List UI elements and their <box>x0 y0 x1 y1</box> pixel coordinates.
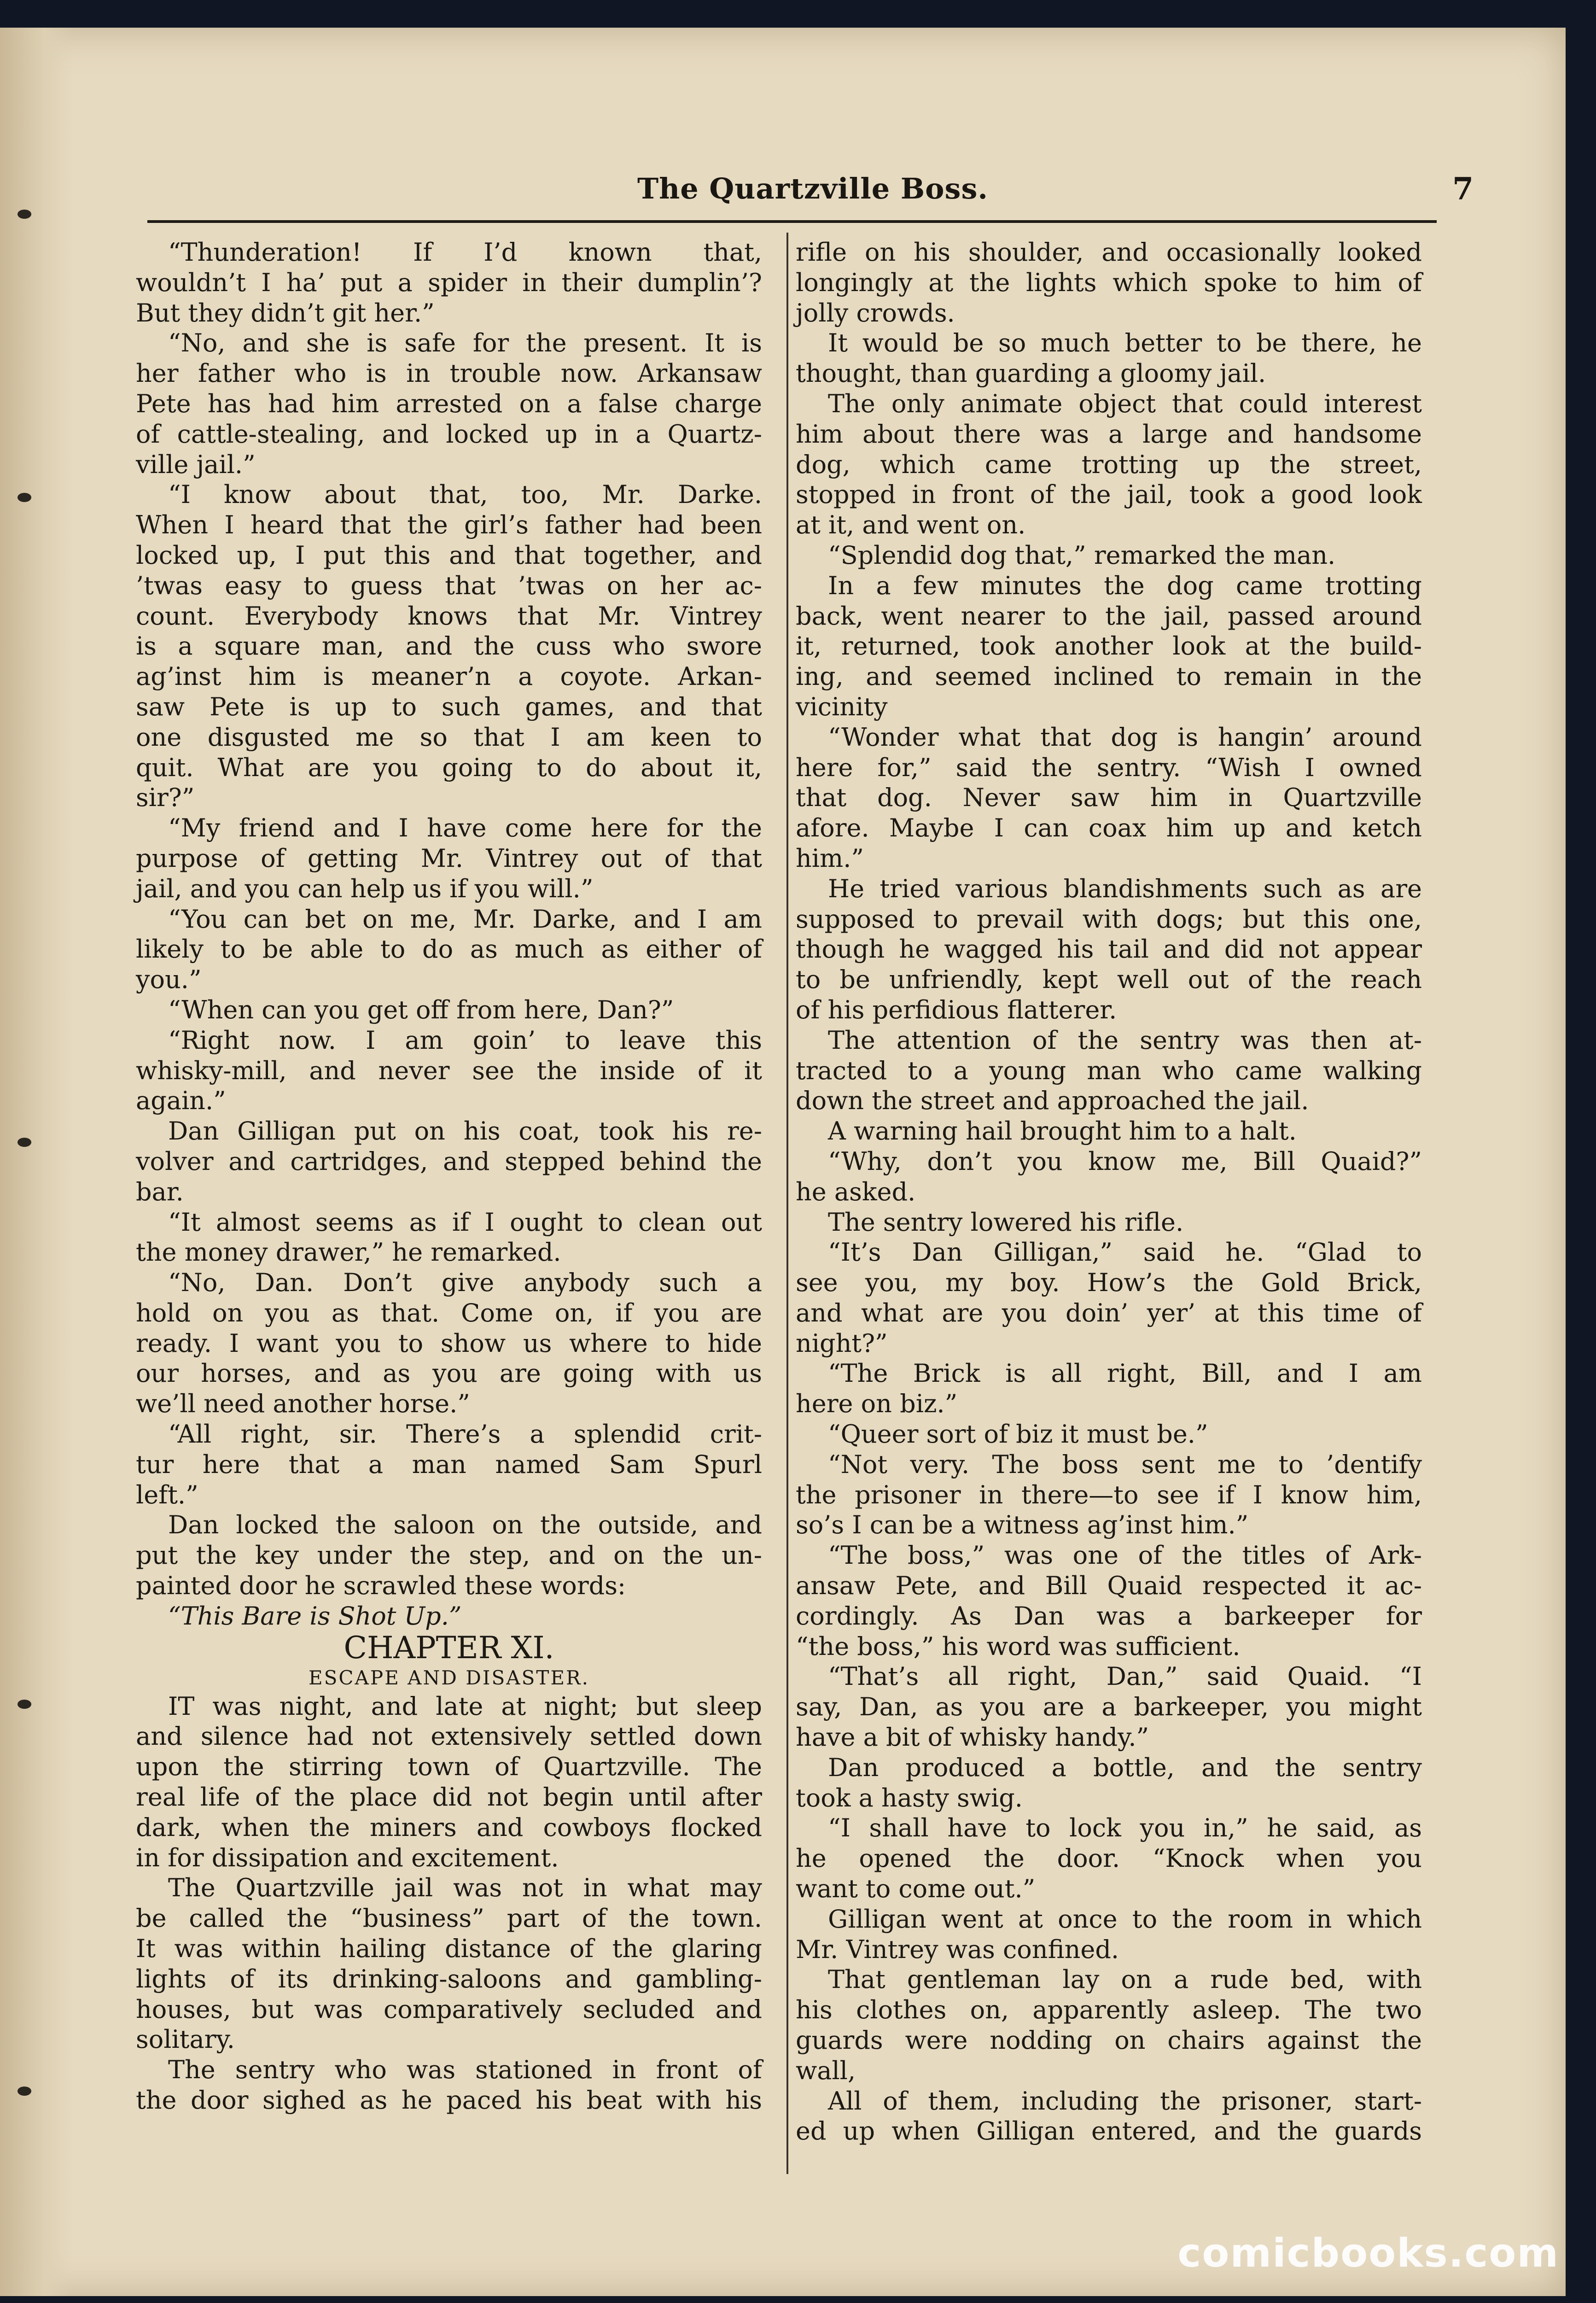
text-line: quit. What are you going to do about it, <box>136 753 762 782</box>
text-line: is a square man, and the cuss who swore <box>136 631 762 661</box>
text-line: Pete has had him arrested on a false charge <box>136 389 762 418</box>
text-line: wall, <box>796 2056 856 2085</box>
text-line: Dan produced a bottle, and the sentry <box>828 1753 1422 1782</box>
text-line: vicinity <box>796 692 888 721</box>
text-line: “Splendid dog that,” remarked the man. <box>828 540 1336 570</box>
text-line: solitary. <box>136 2025 235 2054</box>
text-line: night?” <box>796 1328 888 1358</box>
text-line: “That’s all right, Dan,” said Quaid. “I <box>828 1662 1422 1691</box>
binding-stitch-hole <box>17 210 31 219</box>
text-line: The Quartzville jail was not in what may <box>168 1873 762 1903</box>
binding-stitch-hole <box>17 1700 31 1709</box>
text-line: have a bit of whisky handy.” <box>796 1723 1149 1752</box>
text-line: ed up when Gilligan entered, and the guards <box>796 2116 1422 2146</box>
text-line: thought, than guarding a gloomy jail. <box>796 359 1266 388</box>
watermark: comicbooks.com <box>1177 2230 1559 2276</box>
text-line: purpose of getting Mr. Vintrey out of that <box>136 843 762 873</box>
text-line: “All right, sir. There’s a splendid crit- <box>168 1420 762 1449</box>
text-line: down the street and approached the jail. <box>796 1086 1309 1116</box>
text-line: in for dissipation and excitement. <box>136 1843 559 1872</box>
text-line: real life of the place did not begin until after <box>136 1783 762 1812</box>
text-line: put the key under the step, and on the un- <box>136 1541 762 1570</box>
text-line: “No, Dan. Don’t give anybody such a <box>168 1268 762 1298</box>
text-line: his clothes on, apparently asleep. The two <box>796 1995 1422 2025</box>
text-line: jolly crowds. <box>796 298 955 327</box>
text-line: ing, and seemed inclined to remain in the <box>796 662 1422 691</box>
text-line: ansaw Pete, and Bill Quaid respected it ac- <box>796 1571 1422 1601</box>
text-line: count. Everybody knows that Mr. Vintrey <box>136 601 762 631</box>
right-column <box>796 237 1422 2146</box>
text-line: be called the “business” part of the town. <box>136 1904 762 1933</box>
text-line: afore. Maybe I can coax him up and ketch <box>796 813 1422 843</box>
text-line: Dan locked the saloon on the outside, and <box>168 1510 762 1540</box>
text-line: “No, and she is safe for the present. It is <box>168 328 762 358</box>
text-line: him.” <box>796 843 864 873</box>
text-line: The sentry who was stationed in front of <box>168 2055 762 2085</box>
text-line: the prisoner in there—to see if I know him, <box>796 1480 1422 1509</box>
text-line: saw Pete is up to such games, and that <box>136 692 762 721</box>
text-line: “My friend and I have come here for the <box>168 813 762 843</box>
text-line: ready. I want you to show us where to hide <box>136 1328 762 1358</box>
text-line: “Why, don’t you know me, Bill Quaid?” <box>828 1146 1422 1176</box>
text-line: But they didn’t git her.” <box>136 298 435 327</box>
text-line: though he wagged his tail and did not appear <box>796 935 1422 964</box>
text-line: he asked. <box>796 1177 916 1206</box>
text-line: of his perfidious flatterer. <box>796 995 1117 1024</box>
text-line: guards were nodding on chairs against the <box>796 2026 1422 2055</box>
text-line: rifle on his shoulder, and occasionally looked <box>796 238 1422 267</box>
text-line: you.” <box>136 965 202 994</box>
chapter-subheading: ESCAPE AND DISASTER. <box>308 1666 590 1689</box>
text-line: ag’inst him is meaner’n a coyote. Arkan- <box>136 662 762 691</box>
text-line: “I know about that, too, Mr. Darke. <box>168 480 762 509</box>
text-line: the door sighed as he paced his beat with his <box>136 2086 762 2115</box>
text-line: that dog. Never saw him in Quartzville <box>796 783 1422 812</box>
text-line: stopped in front of the jail, took a good look <box>796 480 1422 509</box>
text-line: He tried various blandishments such as are <box>828 874 1422 903</box>
text-line: see you, my boy. How’s the Gold Brick, <box>796 1268 1422 1298</box>
text-line: at it, and went on. <box>796 510 1026 540</box>
text-line: The sentry lowered his rifle. <box>828 1207 1184 1237</box>
text-line: “The boss,” was one of the titles of Ark- <box>828 1541 1422 1570</box>
text-line: he opened the door. “Knock when you <box>796 1844 1422 1873</box>
text-line: him about there was a large and handsome <box>796 419 1422 449</box>
text-line: whisky-mill, and never see the inside of it <box>136 1056 762 1085</box>
text-line: say, Dan, as you are a barkeeper, you might <box>796 1692 1422 1722</box>
text-line: and what are you doin’ yer’ at this time of <box>796 1298 1422 1327</box>
text-line: locked up, I put this and that together, and <box>136 540 762 570</box>
running-title: The Quartzville Boss. <box>637 172 988 205</box>
text-line: wouldn’t I ha’ put a spider in their dumplin’? <box>136 268 762 297</box>
text-line: volver and cartridges, and stepped behind the <box>136 1146 762 1176</box>
text-line: her father who is in trouble now. Arkansaw <box>136 359 762 388</box>
text-line: jail, and you can help us if you will.” <box>136 874 594 903</box>
text-line: painted door he scrawled these words: <box>136 1571 626 1601</box>
header-rule <box>147 220 1437 223</box>
text-line: hold on you as that. Come on, if you are <box>136 1298 762 1327</box>
text-line: “Wonder what that dog is hangin’ around <box>828 722 1422 752</box>
text-line: “Thunderation! If I’d known that, <box>168 238 762 267</box>
text-line: “Right now. I am goin’ to leave this <box>168 1025 762 1055</box>
text-line: again.” <box>136 1086 226 1116</box>
text-line: one disgusted me so that I am keen to <box>136 722 762 752</box>
text-line: In a few minutes the dog came trotting <box>828 571 1422 600</box>
running-head <box>152 168 1474 210</box>
text-line: upon the stirring town of Quartzville. The <box>136 1752 762 1782</box>
text-line: “Queer sort of biz it must be.” <box>828 1420 1208 1449</box>
text-line: “I shall have to lock you in,” he said, as <box>828 1813 1422 1843</box>
text-line: Gilligan went at once to the room in which <box>828 1904 1422 1934</box>
text-line: Mr. Vintrey was confined. <box>796 1935 1119 1964</box>
page-binding-edge <box>0 28 74 2296</box>
text-line: so’s I can be a witness ag’inst him.” <box>796 1510 1249 1540</box>
text-line: bar. <box>136 1177 184 1206</box>
binding-stitch-hole <box>17 1138 31 1147</box>
text-line: the money drawer,” he remarked. <box>136 1238 561 1267</box>
text-line: “Not very. The boss sent me to ’dentify <box>828 1450 1422 1479</box>
text-line: of cattle-stealing, and locked up in a Quartz- <box>136 419 762 449</box>
text-line: ville jail.” <box>136 450 256 479</box>
text-line: and silence had not extensively settled down <box>136 1722 762 1751</box>
text-line: Dan Gilligan put on his coat, took his re- <box>168 1116 762 1146</box>
text-line: took a hasty swig. <box>796 1783 1023 1812</box>
text-line: left.” <box>136 1480 198 1509</box>
text-line: lights of its drinking-saloons and gambling- <box>136 1964 762 1993</box>
text-line: It would be so much better to be there, he <box>828 328 1422 358</box>
text-line: dark, when the miners and cowboys flocked <box>136 1812 762 1842</box>
text-line: dog, which came trotting up the street, <box>796 450 1422 479</box>
text-line: A warning hail brought him to a halt. <box>828 1116 1297 1146</box>
text-line: tracted to a young man who came walking <box>796 1056 1422 1085</box>
text-line: ’twas easy to guess that ’twas on her ac- <box>136 571 762 600</box>
text-line: longingly at the lights which spoke to him of <box>796 268 1422 297</box>
text-line: “It almost seems as if I ought to clean out <box>168 1207 762 1237</box>
text-line: likely to be able to do as much as either of <box>136 935 762 964</box>
column-divider <box>786 233 788 2174</box>
text-line: back, went nearer to the jail, passed around <box>796 601 1422 631</box>
binding-stitch-hole <box>17 2087 31 2096</box>
text-line: “The Brick is all right, Bill, and I am <box>828 1359 1422 1388</box>
page-number: 7 <box>1452 171 1474 207</box>
text-line: That gentleman lay on a rude bed, with <box>828 1965 1422 1994</box>
text-line: want to come out.” <box>796 1874 1036 1904</box>
binding-stitch-hole <box>17 493 31 502</box>
chapter-heading: CHAPTER XI. <box>344 1630 554 1666</box>
text-line: supposed to prevail with dogs; but this one, <box>796 904 1422 934</box>
text-line: “You can bet on me, Mr. Darke, and I am <box>168 904 762 934</box>
text-line: “It’s Dan Gilligan,” said he. “Glad to <box>828 1238 1422 1267</box>
text-line: IT was night, and late at night; but sleep <box>168 1691 762 1721</box>
text-line: here for,” said the sentry. “Wish I owned <box>796 753 1422 782</box>
text-line: our horses, and as you are going with us <box>136 1359 762 1388</box>
text-line: “the boss,” his word was sufficient. <box>796 1631 1241 1661</box>
left-column <box>136 237 762 2116</box>
text-line: it, returned, took another look at the build- <box>796 631 1422 661</box>
text-line: houses, but was comparatively secluded and <box>136 1994 762 2024</box>
text-line: here on biz.” <box>796 1389 958 1419</box>
text-line: All of them, including the prisoner, start- <box>828 2086 1422 2116</box>
text-line: cordingly. As Dan was a barkeeper for <box>796 1601 1422 1631</box>
text-line: “When can you get off from here, Dan?” <box>168 995 674 1024</box>
text-line: When I heard that the girl’s father had been <box>136 510 762 540</box>
text-line: The attention of the sentry was then at- <box>828 1025 1422 1055</box>
text-line: sir?” <box>136 783 195 812</box>
text-line: to be unfriendly, kept well out of the reach <box>796 965 1422 994</box>
text-line: “This Bare is Shot Up.” <box>168 1601 462 1631</box>
text-line: we’ll need another horse.” <box>136 1389 470 1419</box>
text-line: It was within hailing distance of the glaring <box>136 1934 762 1964</box>
text-line: The only animate object that could interest <box>828 389 1422 418</box>
text-line: tur here that a man named Sam Spurl <box>136 1450 762 1479</box>
